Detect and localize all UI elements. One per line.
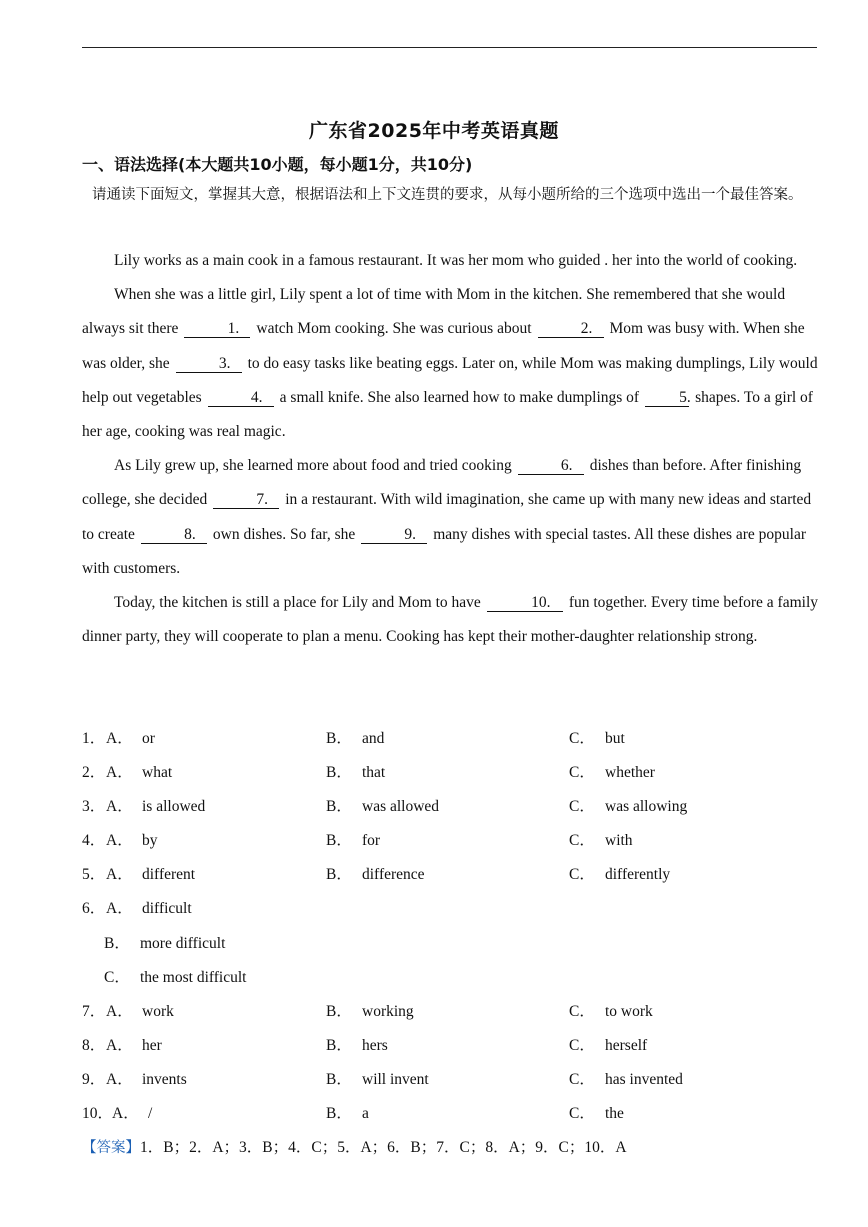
option-row-3 [82,790,822,824]
option-b: B． was allowed [326,798,440,816]
passage [82,244,820,654]
option-b: B． and [326,730,385,747]
passage-text: When she was a little girl, Lily spent a lot of time with Mom in the kitchen. She remembered that she would always sit there [82,286,786,338]
blank-4: 4. [208,389,274,407]
option-row-10 [82,1097,822,1131]
option-row-2 [82,756,822,790]
option-c: C． to work [569,1002,653,1020]
option-a: A． different [106,866,196,884]
question-number: 8． [82,1036,106,1054]
option-row-9 [82,1063,822,1097]
blank-3: 3. [176,355,242,373]
option-row-6b [82,927,822,961]
passage-paragraph-2 [82,278,820,449]
passage-text: dishes than before. After finishing college, she decided [82,457,802,509]
option-row-6 [82,892,822,926]
passage-text: to do easy tasks like beating eggs. Later on, while Mom was making dumplings, Lily would help out vegetables [82,354,818,406]
option-row-1 [82,722,822,756]
option-a: A． is allowed [106,798,206,816]
passage-text: own dishes. So far, she [212,525,356,543]
blank-9: 9. [361,526,427,544]
passage-text: many dishes with special tastes. All these dishes are popular with customers. [82,525,807,577]
header-rule [82,47,817,48]
option-row-7 [82,995,822,1029]
option-c: C． the most difficult [104,968,247,986]
option-a: A． by [106,832,158,850]
passage-text: fun together. Every time before a family dinner party, they will cooperate to plan a menu. Cooking has kept their mother-daughter relationship strong. [82,594,819,646]
answer-key [82,1134,627,1162]
option-c: C． differently [569,866,671,884]
option-b: B． hers [326,1036,388,1054]
blank-2: 2. [538,320,604,338]
option-b: B． working [326,1002,414,1020]
passage-paragraph-3 [82,449,820,586]
question-number: 10． [82,1105,114,1123]
option-a: A． difficult [106,900,192,918]
option-a: A． work [106,1002,174,1020]
option-c: C． was allowing [569,798,688,816]
option-c: C． herself [569,1036,648,1054]
option-a: A． invents [106,1070,187,1088]
passage-text: in a restaurant. With wild imagination, she came up with many new ideas and started to create [82,491,812,543]
question-number: 5． [82,866,106,884]
question-number: 1． [82,730,106,747]
question-number: 9． [82,1070,106,1088]
option-c: C． the [569,1105,624,1123]
option-b: B． a [326,1105,369,1123]
passage-text: As Lily grew up, she learned more about food and tried cooking [114,457,512,475]
passage-text: Today, the kitchen is still a place for Lily and Mom to have [114,594,481,612]
passage-text: shapes. To a girl of her age, cooking was real magic. [82,388,813,441]
answer-text: 1．B；2．A；3．B；4．C；5．A；6．B；7．C；8．A；9．C；10．A [140,1139,627,1156]
option-c: C． has invented [569,1070,683,1088]
question-number: 4． [82,832,106,850]
question-number: 6． [82,900,106,918]
page-title: 广东省2025年中考英语真题 [309,120,559,142]
blank-7: 7. [213,491,279,509]
blank-6: 6. [518,457,584,475]
option-b: B． will invent [326,1070,429,1088]
option-row-8 [82,1029,822,1063]
option-c: C． but [569,730,625,747]
passage-paragraph-1: Lily works as a main cook in a famous restaurant. It was her mom who guided . her into the world of cooking. [114,252,798,269]
option-b: B． that [326,764,386,782]
option-row-5 [82,858,822,892]
option-b: B． difference [326,866,425,884]
option-row-6c [82,961,822,995]
passage-text: Mom was busy with. When she was older, she [82,320,805,372]
option-c: C． with [569,832,633,850]
option-row-4 [82,824,822,858]
option-c: C． whether [569,764,655,782]
answer-tag: 【答案】 [82,1140,140,1156]
blank-1: 1. [184,320,250,338]
question-number: 2． [82,764,106,782]
option-a: A． her [106,1036,162,1054]
answer-options [82,722,822,1131]
passage-text: a small knife. She also learned how to make dumplings of [279,388,640,406]
option-b: B． for [326,832,381,850]
option-a: A． or [106,730,155,747]
option-a: A． what [106,764,173,782]
question-number: 3． [82,798,106,816]
blank-10: 10. [487,594,563,612]
option-a: A． / [112,1105,153,1123]
section-instruction: 请通读下面短文，掌握其大意，根据语法和上下文连贯的要求，从每小题所给的三个选项中选出一个最佳答案。 [92,187,803,203]
passage-paragraph-4 [82,586,820,654]
option-b: B． more difficult [104,934,226,952]
passage-text: watch Mom cooking. She was curious about [256,320,532,338]
blank-8: 8. [141,526,207,544]
section-heading: 一、语法选择(本大题共10小题，每小题1分，共10分) [82,155,473,174]
question-number: 7． [82,1002,106,1020]
blank-5: 5. [645,389,689,407]
